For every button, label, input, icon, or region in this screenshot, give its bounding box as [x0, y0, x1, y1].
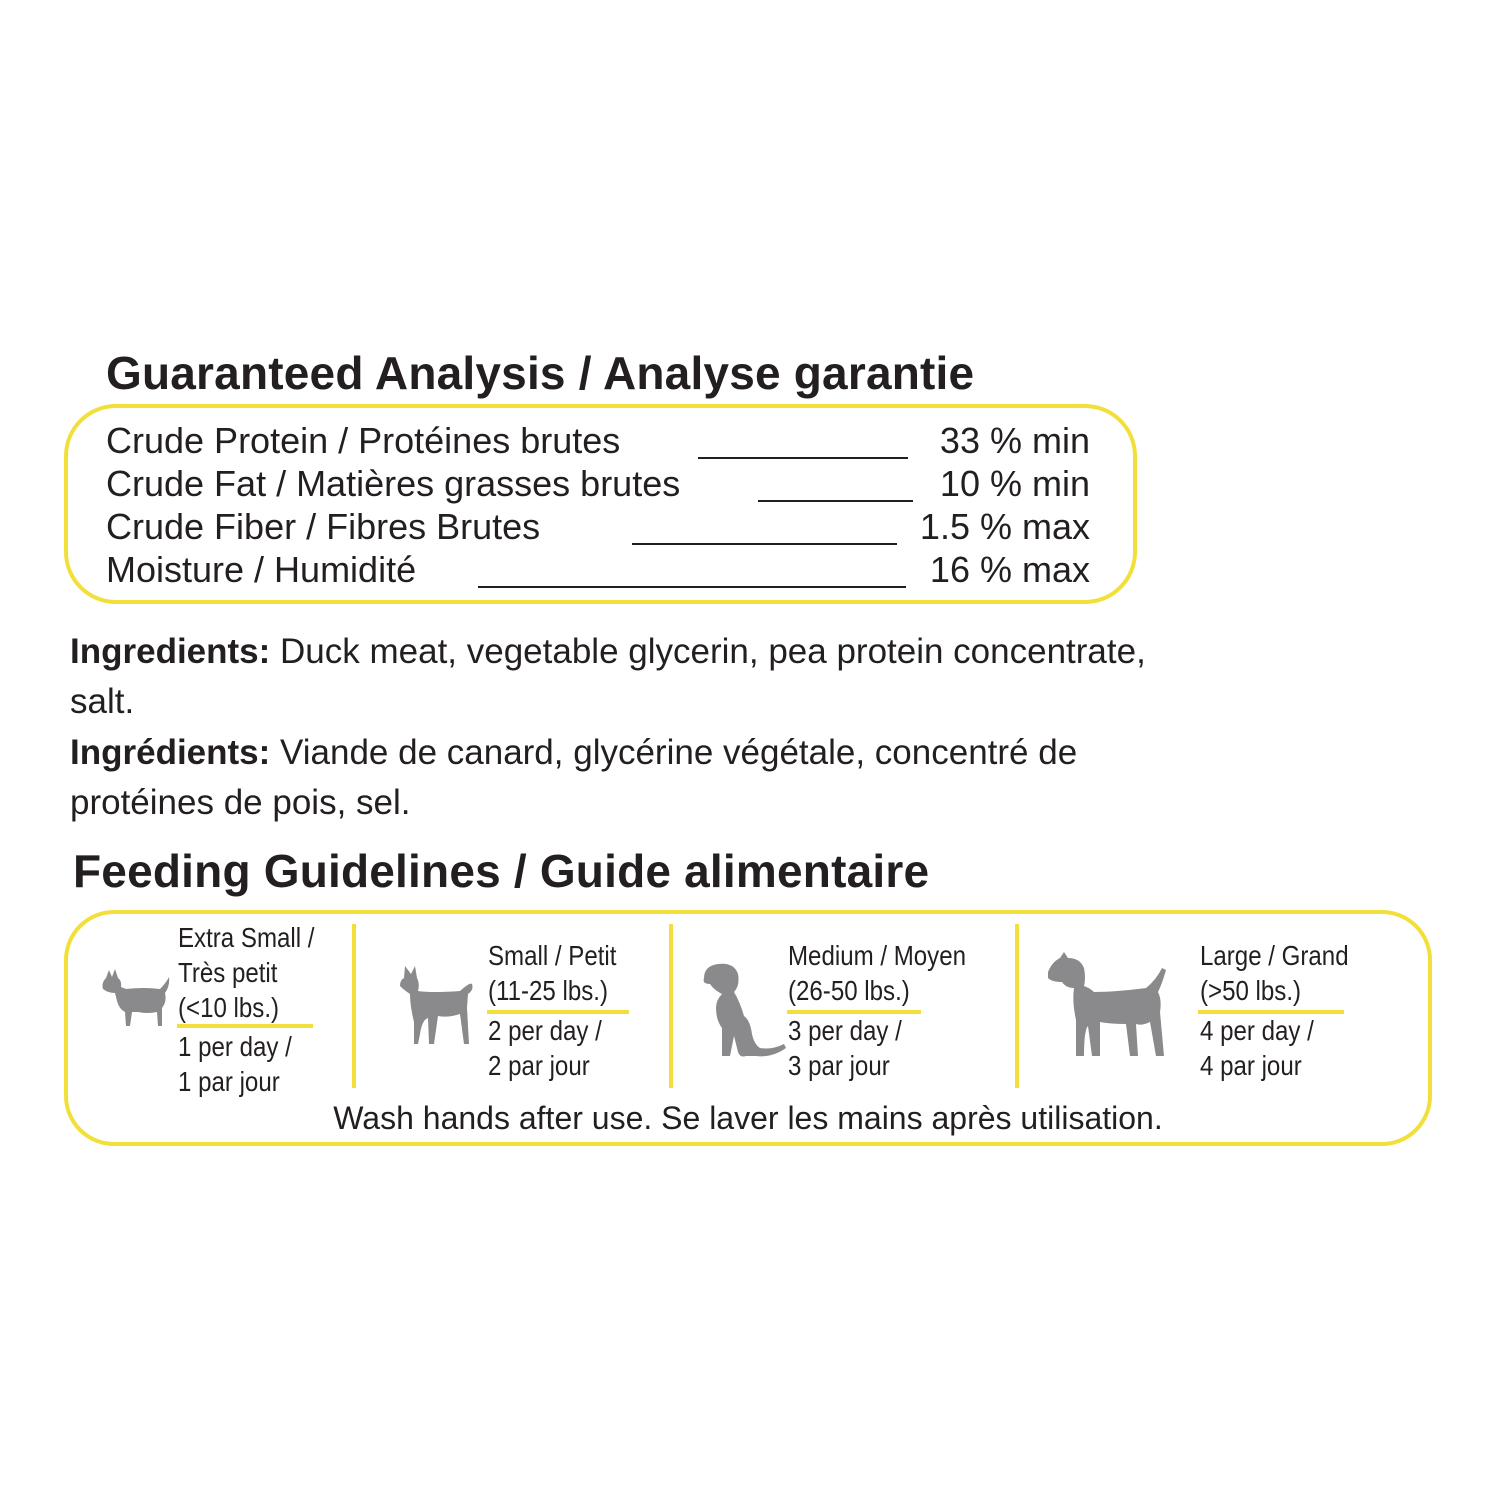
airedale-terrier-icon	[1046, 952, 1170, 1060]
ingredients-fr-text: Viande de canard, glycérine végétale, concentré de protéines de pois, sel.	[70, 733, 1078, 822]
analysis-value: 16 % max	[929, 549, 1090, 590]
weight-range: (>50 lbs.)	[1200, 975, 1302, 1006]
analysis-label: Crude Fat / Matières grasses brutes	[106, 463, 681, 504]
column-divider	[352, 924, 356, 1088]
analysis-value: 1.5 % max	[919, 506, 1090, 547]
amount-label: 1 per day /	[178, 1031, 292, 1062]
analysis-value: 33 % min	[939, 420, 1090, 461]
column-divider	[669, 924, 673, 1088]
leader-line	[698, 457, 908, 459]
feeding-col2-amount	[488, 1013, 602, 1083]
size-label: Extra Small /	[178, 922, 315, 953]
wash-hands-note: Wash hands after use. Se laver les mains après utilisation.	[333, 1100, 1163, 1136]
size-label: Medium / Moyen	[788, 940, 966, 971]
feeding-col2	[488, 938, 616, 1008]
feeding-col1	[178, 920, 314, 1025]
feeding-col3-amount	[788, 1013, 902, 1083]
ingredients-en-label: Ingredients:	[70, 632, 271, 671]
feeding-col3	[788, 938, 966, 1008]
feeding-title: Feeding Guidelines / Guide alimentaire	[73, 845, 930, 897]
amount-label: 2 per day /	[488, 1015, 602, 1046]
basenji-dog-icon	[398, 964, 480, 1048]
ingredients-fr	[70, 728, 1190, 828]
ingredients-fr-label: Ingrédients:	[70, 733, 271, 772]
leader-line	[758, 500, 913, 502]
amount-label: 1 par jour	[178, 1066, 280, 1097]
analysis-label: Crude Protein / Protéines brutes	[106, 420, 621, 461]
feeding-col4-amount	[1200, 1013, 1314, 1083]
small-terrier-icon	[100, 968, 172, 1030]
size-label: Large / Grand	[1200, 940, 1349, 971]
analysis-label: Crude Fiber / Fibres Brutes	[106, 506, 541, 547]
analysis-label: Moisture / Humidité	[106, 549, 417, 590]
analysis-row-protein	[106, 420, 1090, 462]
analysis-row-moisture	[106, 549, 1090, 591]
amount-label: 3 par jour	[788, 1050, 890, 1081]
size-label: Small / Petit	[488, 940, 617, 971]
amount-label: 4 par jour	[1200, 1050, 1302, 1081]
analysis-title: Guaranteed Analysis / Analyse garantie	[106, 347, 975, 399]
weight-underline	[177, 1024, 313, 1028]
amount-label: 3 per day /	[788, 1015, 902, 1046]
leader-line	[632, 543, 897, 545]
sitting-retriever-icon	[700, 962, 786, 1060]
ingredients-en	[70, 627, 1190, 727]
feeding-col1-amount	[178, 1029, 292, 1099]
leader-line	[478, 586, 906, 588]
weight-range: (<10 lbs.)	[178, 992, 280, 1023]
ingredients-en-text: Duck meat, vegetable glycerin, pea protein concentrate, salt.	[70, 632, 1146, 721]
weight-range: (11-25 lbs.)	[488, 975, 609, 1006]
analysis-row-fiber	[106, 506, 1090, 548]
size-label: Très petit	[178, 957, 278, 988]
analysis-row-fat	[106, 463, 1090, 505]
weight-range: (26-50 lbs.)	[788, 975, 910, 1006]
amount-label: 2 par jour	[488, 1050, 590, 1081]
feeding-col4	[1200, 938, 1349, 1008]
analysis-value: 10 % min	[939, 463, 1090, 504]
column-divider	[1015, 924, 1019, 1088]
amount-label: 4 per day /	[1200, 1015, 1314, 1046]
